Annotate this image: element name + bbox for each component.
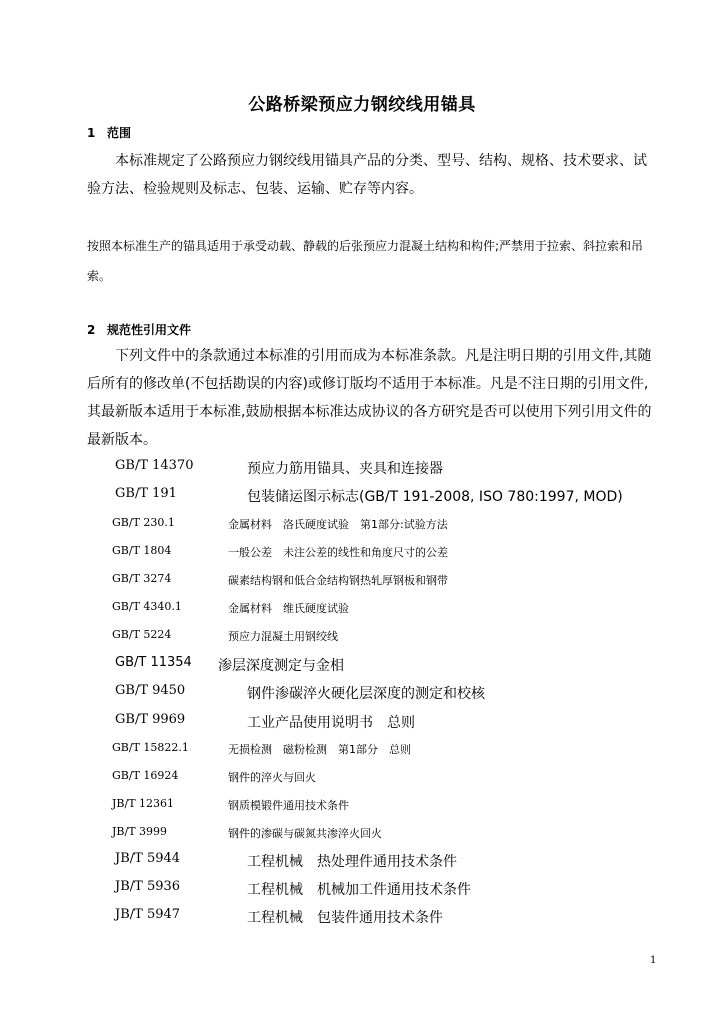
reference-code: GB/T 5224 [112,628,172,641]
reference-title: 钢件的渗碳与碳氮共渗淬火回火 [228,827,382,840]
reference-code: GB/T 4340.1 [112,600,182,613]
reference-title: 钢件的淬火与回火 [228,771,316,784]
page-number: 1 [650,955,657,966]
reference-code: GB/T 9450 [115,683,186,698]
reference-item [0,628,724,648]
reference-title: 一般公差 未注公差的线性和角度尺寸的公差 [228,546,448,559]
reference-title: 预应力筋用锚具、夹具和连接器 [247,461,443,477]
section-2-heading-text: 规范性引用文件 [107,323,192,337]
section-1-paragraph-1: 本标准规定了公路预应力钢绞线用锚具产品的分类、型号、结构、规格、技术要求、试验方法、检验规则及标志、包装、运输、贮存等内容。 [87,153,647,197]
section-2-paragraph: 下列文件中的条款通过本标准的引用而成为本标准条款。凡是注明日期的引用文件,其随后所有的修改单(不包括勘误的内容)或修订版均不适用于本标准。凡是不注日期的引用文件,其最新版本适用于本标准,鼓励根据本标准达成协议的各方研究是否可以使用下列引用文件的最新版本。 [87,348,652,448]
reference-item [0,544,724,564]
reference-item [0,851,724,871]
section-2-heading [87,321,191,338]
reference-title: 工程机械 机械加工件通用技术条件 [247,882,471,898]
reference-code: JB/T 3999 [112,825,168,838]
reference-title: 碳素结构钢和低合金结构钢热轧厚钢板和钢带 [228,574,448,587]
reference-code: GB/T 15822.1 [112,741,189,754]
reference-title: 金属材料 洛氏硬度试验 第1部分:试验方法 [228,518,448,531]
reference-item [0,769,724,789]
reference-title: 钢件渗碳淬火硬化层深度的测定和校核 [247,686,485,702]
reference-item [0,572,724,592]
reference-item [0,825,724,845]
reference-title: 工程机械 热处理件通用技术条件 [247,854,457,870]
reference-item [0,655,724,675]
reference-title: 钢质模锻件通用技术条件 [228,799,349,812]
reference-code: GB/T 3274 [112,572,172,585]
section-1-heading-text: 范围 [107,126,132,140]
reference-title: 工业产品使用说明书 总则 [247,715,415,731]
reference-code: GB/T 191 [115,486,177,501]
reference-item [0,600,724,620]
reference-item [0,486,724,506]
document-title: 公路桥梁预应力钢绞线用锚具 [248,95,476,115]
reference-code: GB/T 230.1 [112,516,175,529]
section-2-number: 2 [87,323,96,337]
reference-code: JB/T 5947 [115,907,181,922]
reference-code: GB/T 11354 [115,655,192,670]
reference-code: JB/T 5944 [115,851,181,866]
reference-item [0,683,724,703]
section-1-paragraph-2: 按照本标准生产的锚具适用于承受动载、静载的后张预应力混凝土结构和构件;严禁用于拉索、斜拉索和吊索。 [87,239,644,283]
section-1-number: 1 [87,126,96,140]
reference-code: GB/T 9969 [115,712,186,727]
reference-title: 工程机械 包装件通用技术条件 [247,910,443,926]
reference-title: 无损检测 磁粉检测 第1部分 总则 [228,743,411,756]
reference-item [0,712,724,732]
reference-code: JB/T 5936 [115,879,181,894]
reference-code: JB/T 12361 [112,797,175,810]
reference-item [0,458,724,478]
reference-item [0,797,724,817]
reference-code: GB/T 1804 [112,544,172,557]
reference-item [0,516,724,536]
reference-item [0,741,724,761]
reference-item [0,879,724,899]
reference-code: GB/T 14370 [115,458,194,473]
reference-item [0,907,724,927]
reference-title: 金属材料 维氏硬度试验 [228,602,349,615]
reference-title: 预应力混凝土用钢绞线 [228,630,338,643]
reference-title: 包装储运图示标志(GB/T 191-2008, ISO 780:1997, MOD) [247,489,623,505]
section-1-heading [87,124,131,141]
reference-title: 渗层深度测定与金相 [218,658,344,674]
reference-code: GB/T 16924 [112,769,179,782]
